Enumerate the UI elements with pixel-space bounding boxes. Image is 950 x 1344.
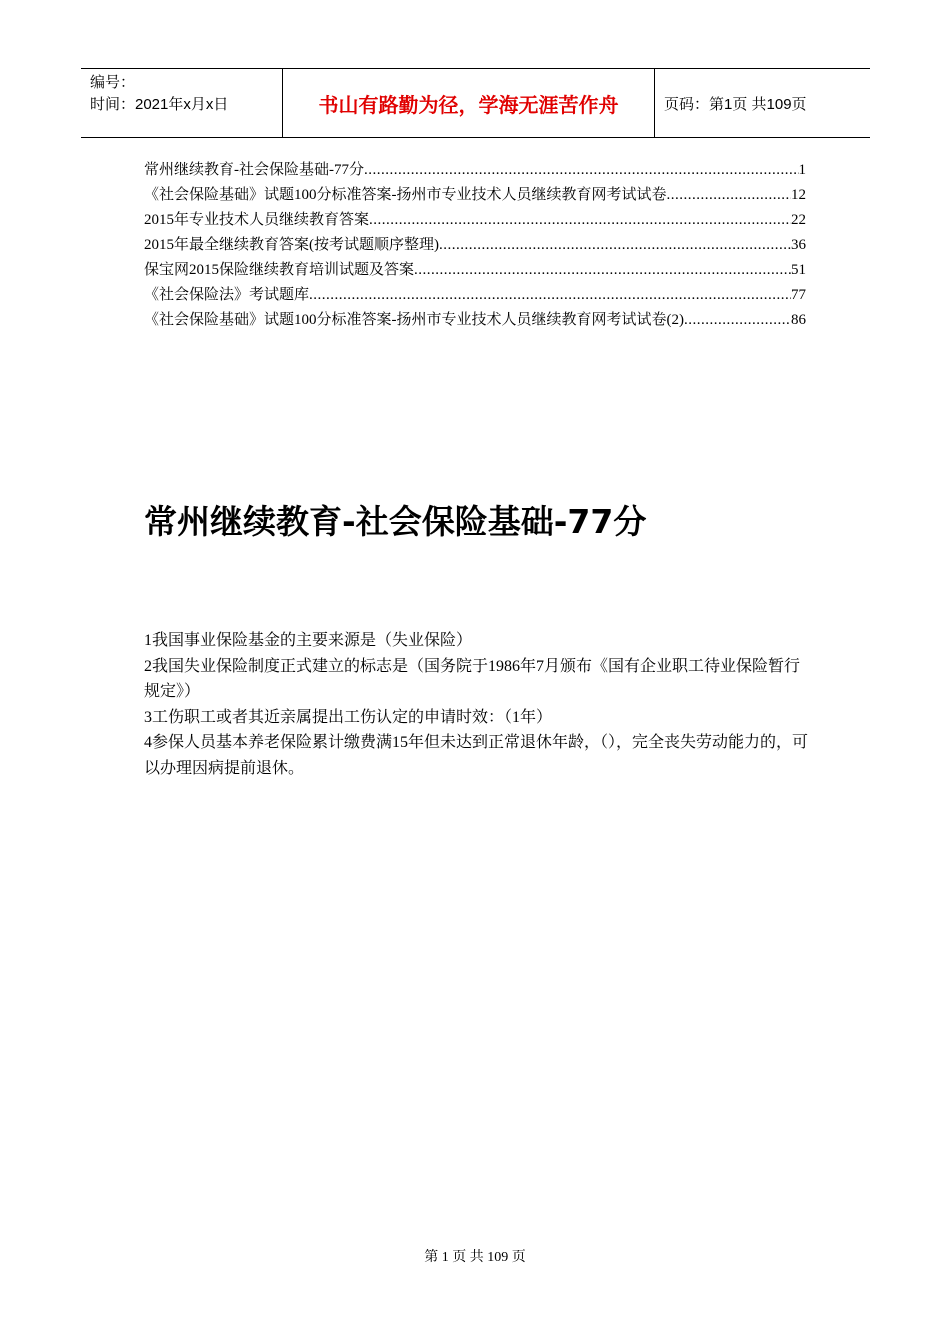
toc-entry[interactable] (144, 258, 806, 283)
toc-entry-page: 36 (791, 237, 806, 253)
toc-entry-title: 《社会保险基础》试题100分标准答案-扬州市专业技术人员继续教育网考试试卷 (144, 187, 667, 203)
toc-entry-page: 1 (798, 162, 806, 178)
toc-leader-dots (439, 233, 791, 258)
toc-entry-page: 51 (791, 262, 806, 278)
toc-entry-title: 保宝网2015保险继续教育培训试题及答案 (144, 262, 415, 278)
header-page-info: 页码：第1页 共109页 (664, 95, 807, 113)
toc-leader-dots (667, 183, 792, 208)
toc-leader-dots (369, 208, 791, 233)
header-motto: 书山有路勤为径，学海无涯苦作舟 (282, 69, 655, 137)
toc-leader-dots (309, 283, 791, 308)
header-meta (81, 69, 282, 137)
question-list (144, 628, 810, 781)
toc-entry-title: 常州继续教育-社会保险基础-77分 (144, 162, 364, 178)
toc-entry-title: 2015年专业技术人员继续教育答案 (144, 212, 370, 228)
question-item: 2我国失业保险制度正式建立的标志是（国务院于1986年7月颁布《国有企业职工待业保险暂行规定》） (144, 657, 801, 700)
toc-entry[interactable] (144, 283, 806, 308)
toc-entry[interactable] (144, 308, 806, 333)
toc-entry-title: 2015年最全继续教育答案(按考试题顺序整理) (144, 237, 439, 253)
toc-entry[interactable] (144, 183, 806, 208)
table-of-contents (144, 158, 806, 333)
toc-leader-dots (364, 158, 799, 183)
toc-entry-page: 77 (791, 287, 806, 303)
question-item: 4参保人员基本养老保险累计缴费满15年但未达到正常退休年龄，（），完全丧失劳动能力的，可以办理因病提前退休。 (144, 734, 809, 777)
date-line: 时间：2021年x月x日 (90, 96, 229, 113)
number-label: 编号： (90, 74, 136, 91)
toc-leader-dots (684, 308, 791, 333)
toc-entry-page: 22 (791, 212, 806, 228)
question-item: 1我国事业保险基金的主要来源是（失业保险） (144, 632, 473, 649)
question-item: 3工伤职工或者其近亲属提出工伤认定的申请时效：（1年） (144, 708, 553, 726)
section-title: 常州继续教育-社会保险基础-77分 (144, 502, 647, 541)
page-header (81, 68, 870, 138)
page-footer (0, 1246, 950, 1266)
toc-leader-dots (414, 258, 791, 283)
toc-entry[interactable] (144, 233, 806, 258)
toc-entry-page: 86 (791, 312, 806, 328)
toc-entry-title: 《社会保险法》考试题库 (144, 287, 310, 303)
toc-entry[interactable] (144, 208, 806, 233)
toc-entry-title: 《社会保险基础》试题100分标准答案-扬州市专业技术人员继续教育网考试试卷(2) (144, 312, 684, 328)
toc-entry-page: 12 (791, 187, 806, 203)
footer-page-number: 第 1 页 共 109 页 (424, 1250, 526, 1265)
toc-entry[interactable] (144, 158, 806, 183)
